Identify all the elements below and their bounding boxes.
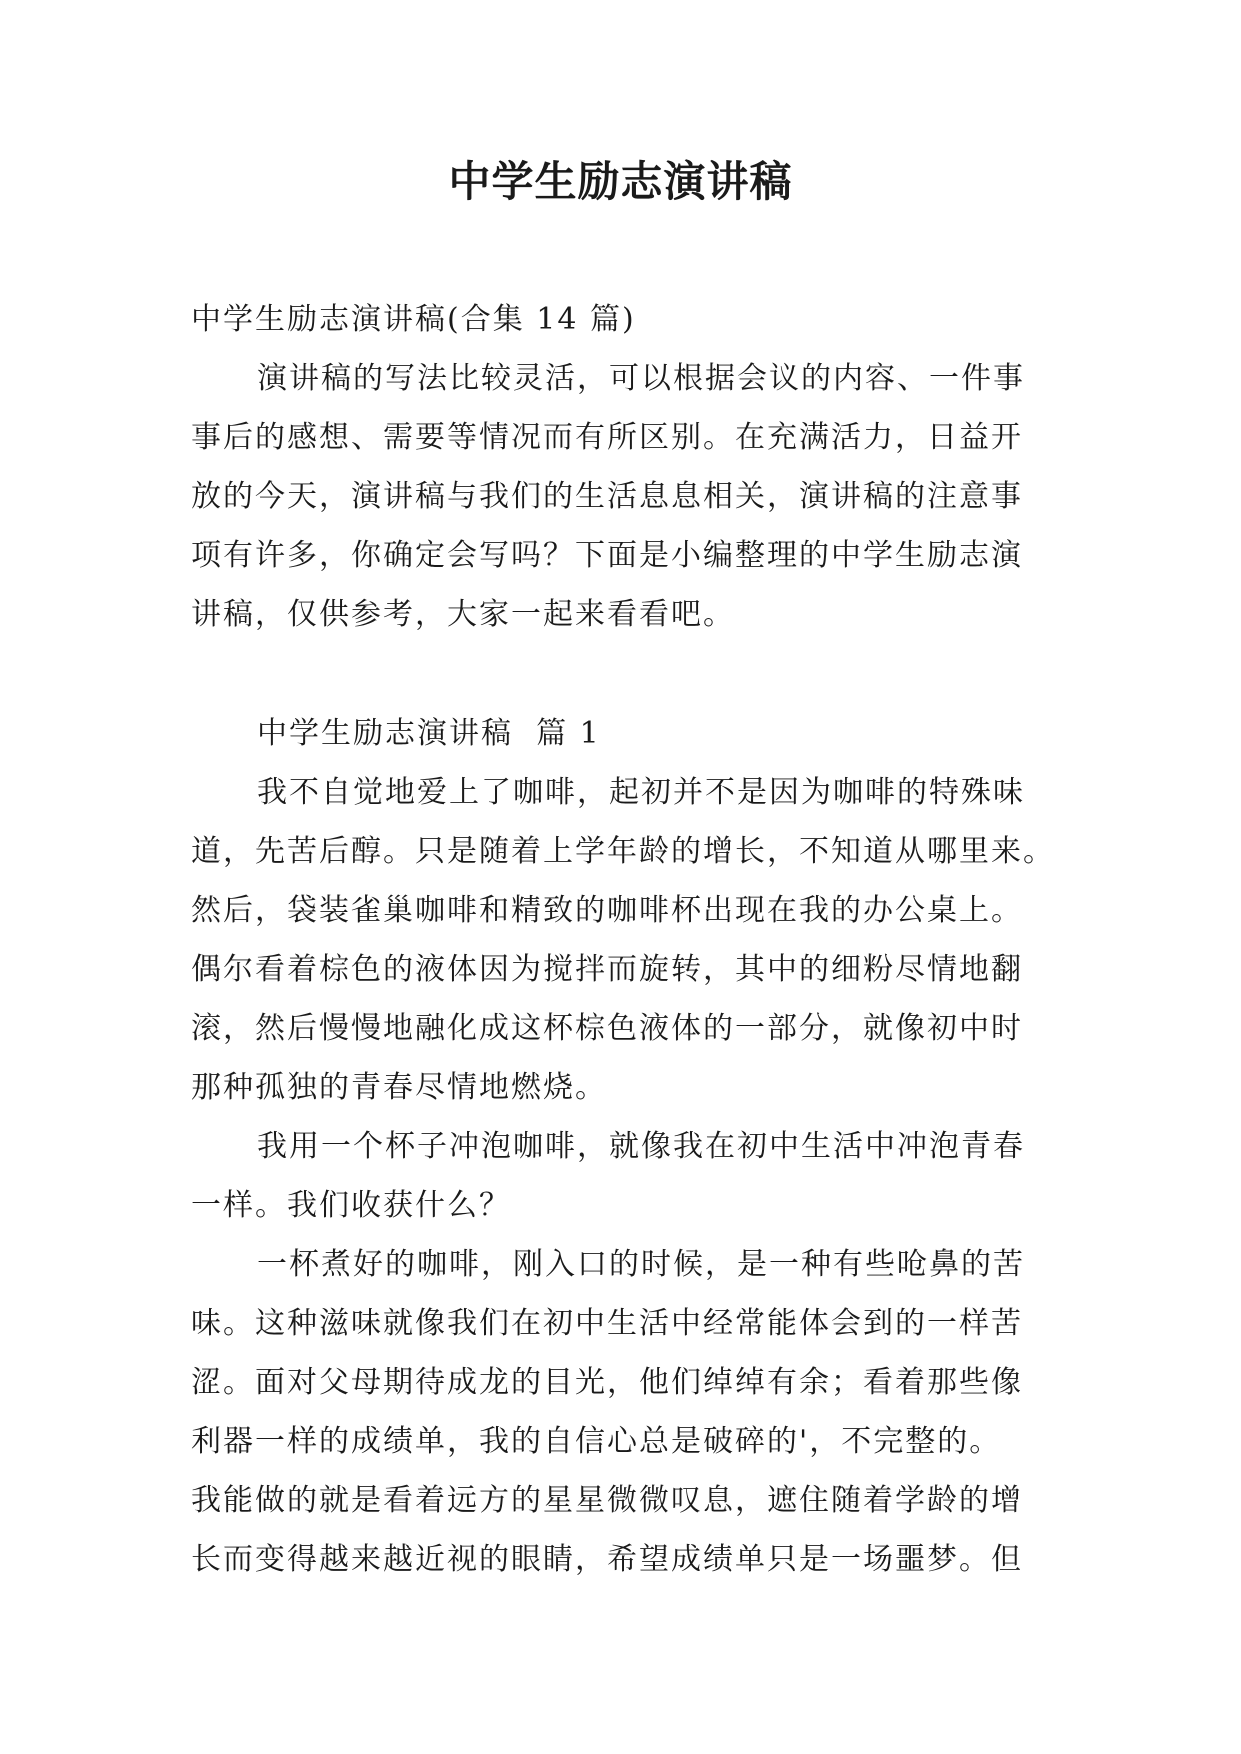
intro-line: 放的今天，演讲稿与我们的生活息息相关，演讲稿的注意事: [191, 479, 1023, 514]
intro-line: 项有许多，你确定会写吗？下面是小编整理的中学生励志演: [191, 538, 1023, 573]
paragraph-line: 涩。面对父母期待成龙的目光，他们绰绰有余；看着那些像: [191, 1365, 1023, 1400]
paragraph-line: 一杯煮好的咖啡，刚入口的时候，是一种有些呛鼻的苦: [257, 1247, 1025, 1282]
spacer: [191, 644, 1071, 704]
paragraph-line: 那种孤独的青春尽情地燃烧。: [191, 1070, 607, 1105]
paragraph-line: 我用一个杯子冲泡咖啡，就像我在初中生活中冲泡青春: [257, 1129, 1025, 1164]
paragraph-line: 一样。我们收获什么？: [191, 1188, 511, 1223]
paragraph-line: 利器一样的成绩单，我的自信心总是破碎的'，不完整的。: [191, 1424, 1002, 1459]
paragraph-line: 偶尔看着棕色的液体因为搅拌而旋转，其中的细粉尽情地翻: [191, 952, 1023, 987]
document-subtitle: 中学生励志演讲稿(合集 14 篇): [191, 302, 636, 337]
intro-line: 事后的感想、需要等情况而有所区别。在充满活力，日益开: [191, 420, 1023, 455]
paragraph-line: 味。这种滋味就像我们在初中生活中经常能体会到的一样苦: [191, 1306, 1023, 1341]
paragraph-line: 我不自觉地爱上了咖啡，起初并不是因为咖啡的特殊味: [257, 775, 1025, 810]
body-paragraph-1: [191, 763, 1071, 1117]
paragraph-line: 然后，袋装雀巢咖啡和精致的咖啡杯出现在我的办公桌上。: [191, 893, 1023, 928]
paragraph-line: 滚，然后慢慢地融化成这杯棕色液体的一部分，就像初中时: [191, 1011, 1023, 1046]
paragraph-line: 道，先苦后醇。只是随着上学年龄的增长，不知道从哪里来。: [191, 834, 1055, 869]
intro-line: 演讲稿的写法比较灵活，可以根据会议的内容、一件事: [257, 361, 1025, 396]
document-body: [191, 290, 1071, 1589]
document-title: 中学生励志演讲稿: [448, 157, 793, 206]
intro-paragraph: [191, 349, 1071, 644]
paragraph-line: 我能做的就是看着远方的星星微微叹息，遮住随着学龄的增: [191, 1483, 1023, 1518]
paragraph-line: 长而变得越来越近视的眼睛，希望成绩单只是一场噩梦。但: [191, 1542, 1023, 1577]
intro-line: 讲稿，仅供参考，大家一起来看看吧。: [191, 597, 735, 632]
body-paragraph-3: [191, 1235, 1071, 1589]
body-paragraph-2: [191, 1117, 1071, 1235]
section-heading: 中学生励志演讲稿 篇 1: [257, 716, 601, 751]
